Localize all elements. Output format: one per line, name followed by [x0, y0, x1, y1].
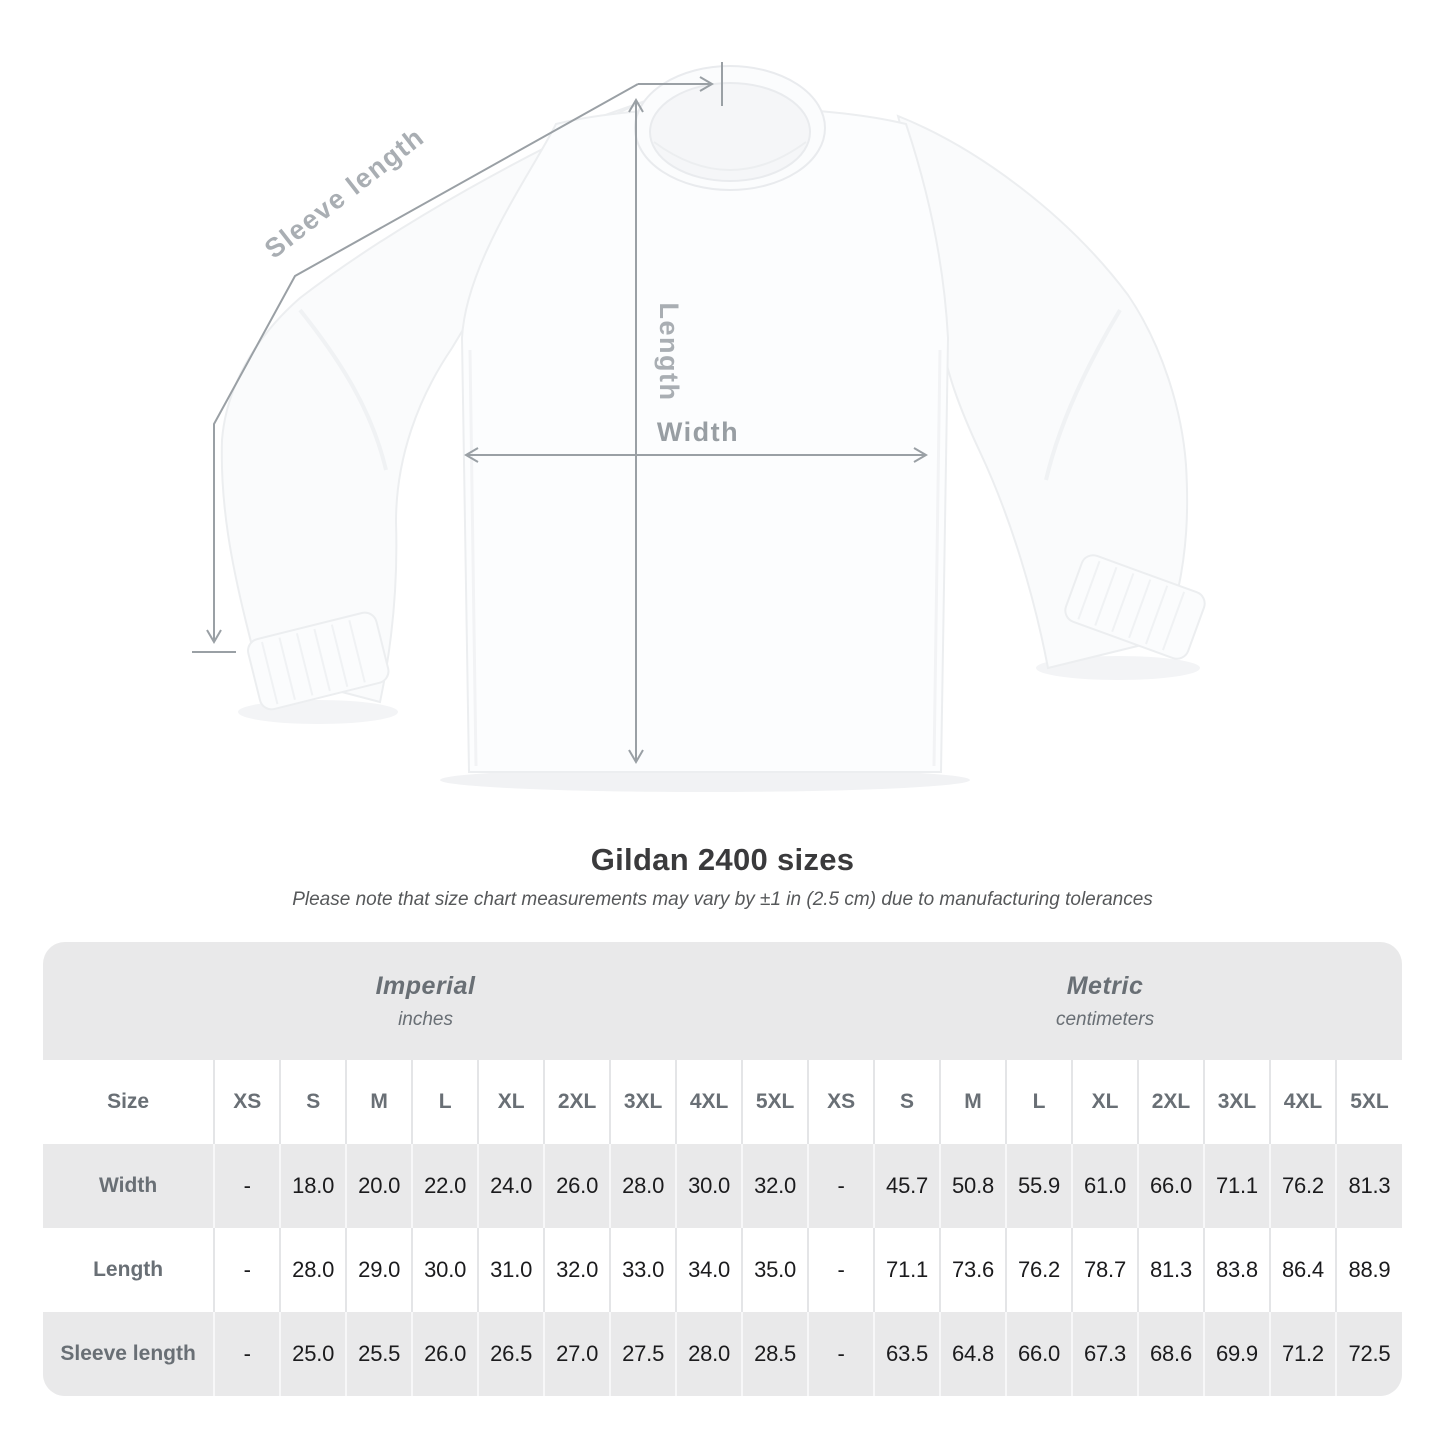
- measurement-value: 50.8: [940, 1144, 1006, 1228]
- measurement-row-label: Length: [93, 1258, 164, 1281]
- measurement-value: -: [214, 1144, 280, 1228]
- size-column-header: S: [280, 1060, 346, 1144]
- measurement-value: 20.0: [346, 1144, 412, 1228]
- measurement-value: -: [808, 1228, 874, 1312]
- size-column-header: 5XL: [1336, 1060, 1402, 1144]
- measurement-value: 81.3: [1336, 1144, 1402, 1228]
- measurement-value: 83.8: [1204, 1228, 1270, 1312]
- measurement-value: 32.0: [742, 1144, 808, 1228]
- measurement-value: 33.0: [610, 1228, 676, 1312]
- metric-label: Metric: [1066, 971, 1144, 1000]
- measurement-value: 66.0: [1006, 1312, 1072, 1396]
- size-column-header: L: [1006, 1060, 1072, 1144]
- sleeve-length-label: Sleeve length: [258, 121, 430, 265]
- measurement-value: -: [808, 1144, 874, 1228]
- size-column-header: L: [412, 1060, 478, 1144]
- size-table: [43, 942, 1402, 1396]
- measurement-value: 26.5: [478, 1312, 544, 1396]
- size-table-body: [43, 1144, 1402, 1396]
- measurement-value: 27.5: [610, 1312, 676, 1396]
- metric-group-header: [808, 942, 1402, 1060]
- size-column-header: M: [940, 1060, 1006, 1144]
- measurement-value: 26.0: [544, 1144, 610, 1228]
- measurement-value: 78.7: [1072, 1228, 1138, 1312]
- size-column-header: XS: [214, 1060, 280, 1144]
- size-column-header: 4XL: [676, 1060, 742, 1144]
- size-table-container: [43, 942, 1402, 1396]
- measurement-value: 28.0: [610, 1144, 676, 1228]
- measurement-value: 35.0: [742, 1228, 808, 1312]
- size-header-row: [43, 1060, 1402, 1144]
- measurement-value: 76.2: [1270, 1144, 1336, 1228]
- measurement-value: 30.0: [412, 1228, 478, 1312]
- measurement-row: [43, 1144, 1402, 1228]
- measurement-row-label: Width: [99, 1174, 158, 1197]
- measurement-value: 45.7: [874, 1144, 940, 1228]
- measurement-value: -: [214, 1228, 280, 1312]
- measurement-value: 72.5: [1336, 1312, 1402, 1396]
- width-label: Width: [656, 417, 740, 447]
- measurement-value: 24.0: [478, 1144, 544, 1228]
- measurement-value: 64.8: [940, 1312, 1006, 1396]
- size-column-header: S: [874, 1060, 940, 1144]
- length-label: Length: [654, 302, 684, 402]
- tolerance-note: Please note that size chart measurements may vary by ±1 in (2.5 cm) due to manufacturing tolerances: [292, 889, 1153, 910]
- size-column-header: XS: [808, 1060, 874, 1144]
- metric-unit-label: centimeters: [1055, 1008, 1155, 1030]
- measurement-value: 61.0: [1072, 1144, 1138, 1228]
- measurement-value: 66.0: [1138, 1144, 1204, 1228]
- size-column-header: XL: [478, 1060, 544, 1144]
- measurement-value: 63.5: [874, 1312, 940, 1396]
- measurement-value: 34.0: [676, 1228, 742, 1312]
- measurement-value: 55.9: [1006, 1144, 1072, 1228]
- size-column-header: 2XL: [1138, 1060, 1204, 1144]
- measurement-value: 71.1: [1204, 1144, 1270, 1228]
- measurement-value: 22.0: [412, 1144, 478, 1228]
- measurement-value: 71.2: [1270, 1312, 1336, 1396]
- measurement-value: 67.3: [1072, 1312, 1138, 1396]
- size-column-header: M: [346, 1060, 412, 1144]
- unit-group-row: [43, 942, 1402, 1060]
- measurement-value: 26.0: [412, 1312, 478, 1396]
- measurement-value: 76.2: [1006, 1228, 1072, 1312]
- measurement-value: 32.0: [544, 1228, 610, 1312]
- measurement-value: 29.0: [346, 1228, 412, 1312]
- measurement-value: 28.0: [676, 1312, 742, 1396]
- measurement-value: 86.4: [1270, 1228, 1336, 1312]
- page-title: Gildan 2400 sizes: [590, 842, 855, 877]
- measurement-row: [43, 1312, 1402, 1396]
- measurement-value: 71.1: [874, 1228, 940, 1312]
- measurement-value: 27.0: [544, 1312, 610, 1396]
- measurement-value: 31.0: [478, 1228, 544, 1312]
- size-column-header: 3XL: [610, 1060, 676, 1144]
- measurement-value: -: [214, 1312, 280, 1396]
- measurement-value: 81.3: [1138, 1228, 1204, 1312]
- measurement-value: 69.9: [1204, 1312, 1270, 1396]
- size-corner-header: Size: [107, 1090, 150, 1113]
- measurement-value: 18.0: [280, 1144, 346, 1228]
- measurement-value: 28.0: [280, 1228, 346, 1312]
- imperial-group-header: [43, 942, 808, 1060]
- measurement-value: 68.6: [1138, 1312, 1204, 1396]
- measurement-value: 25.5: [346, 1312, 412, 1396]
- measurement-value: 73.6: [940, 1228, 1006, 1312]
- measurement-row: [43, 1228, 1402, 1312]
- imperial-label: Imperial: [375, 971, 476, 1000]
- imperial-unit-label: inches: [398, 1008, 453, 1030]
- size-column-header: 4XL: [1270, 1060, 1336, 1144]
- measurement-value: 25.0: [280, 1312, 346, 1396]
- size-column-header: XL: [1072, 1060, 1138, 1144]
- measurement-value: -: [808, 1312, 874, 1396]
- size-column-header: 5XL: [742, 1060, 808, 1144]
- measurement-value: 30.0: [676, 1144, 742, 1228]
- measurement-value: 28.5: [742, 1312, 808, 1396]
- measurement-value: 88.9: [1336, 1228, 1402, 1312]
- size-column-header: 3XL: [1204, 1060, 1270, 1144]
- size-column-header: 2XL: [544, 1060, 610, 1144]
- measurement-row-label: Sleeve length: [60, 1342, 196, 1365]
